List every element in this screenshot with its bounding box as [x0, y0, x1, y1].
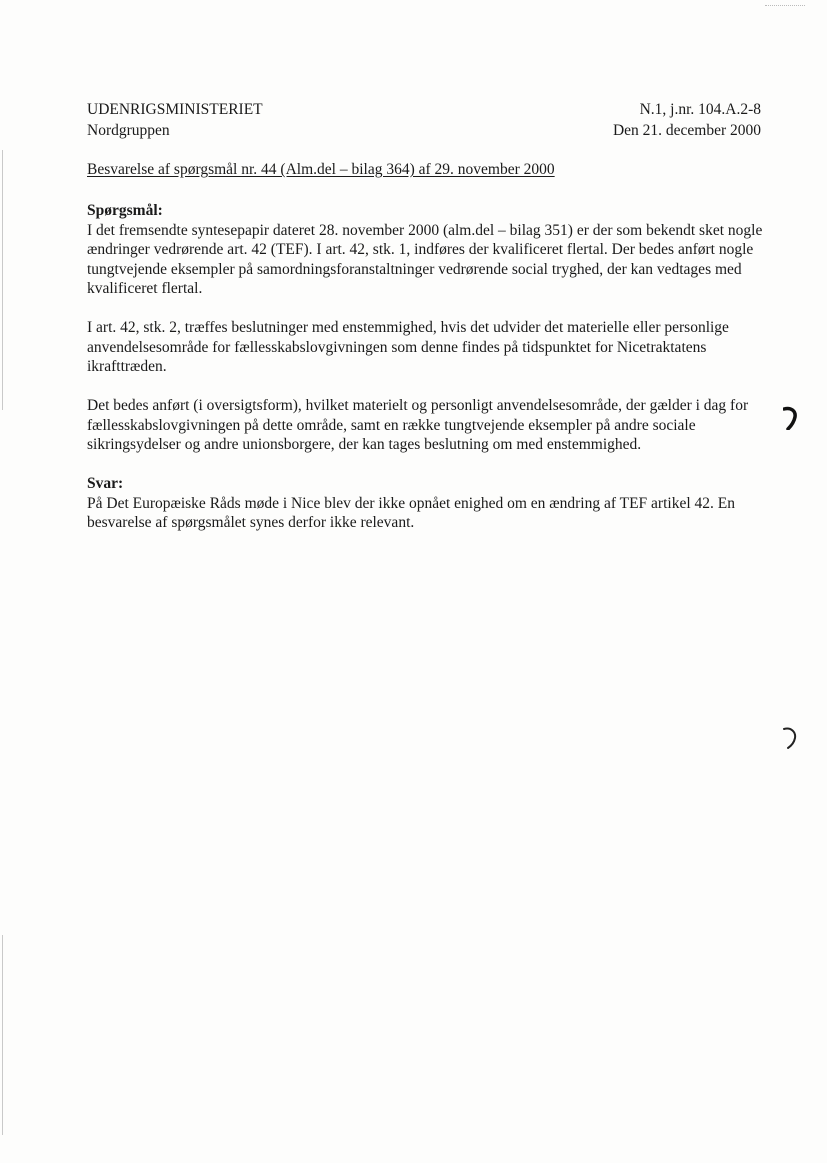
letter-body — [87, 201, 763, 552]
answer-heading: Svar: — [87, 475, 124, 492]
scan-edge-line-top — [2, 150, 3, 410]
punch-hole-mark-lower-icon — [783, 726, 793, 744]
sender-block — [87, 99, 263, 141]
scan-edge-line-bottom — [2, 935, 3, 1135]
reference-block — [613, 99, 761, 141]
subject-line: Besvarelse af spørgsmål nr. 44 (Alm.del – bilag 364) af 29. november 2000 — [87, 161, 555, 178]
punch-hole-mark-upper-icon — [783, 406, 793, 424]
scan-top-mark — [765, 0, 805, 6]
department-name: Nordgruppen — [87, 122, 170, 139]
answer-paragraph: På Det Europæiske Råds møde i Nice blev der ikke opnået enighed om en ændring af TEF artikel 42. En besvarelse af spørgsmålet synes derfor ikke relevant. — [87, 494, 735, 531]
question-paragraph-2: I art. 42, stk. 2, træffes beslutninger med enstemmighed, hvis det udvider det materielle eller personlige anvendelsesområde for fællesskabslovgivningen som denne findes på tidspunktet for Nicetraktatens ikrafttræden. — [87, 319, 729, 375]
question-heading: Spørgsmål: — [87, 202, 163, 219]
ministry-name: UDENRIGSMINISTERIET — [87, 101, 263, 118]
journal-reference: N.1, j.nr. 104.A.2-8 — [639, 101, 761, 118]
letter-date: Den 21. december 2000 — [612, 122, 761, 139]
question-paragraph-3: Det bedes anført (i oversigtsform), hvilket materielt og personligt anvendelsesområde, der gælder i dag for fællesskabslovgivningen på dette område, samt en række tungtvejende eksempler på andre sociale sikringsydelser og andre unionsborgere, der kan tages beslutning om med enstemmighed. — [87, 397, 749, 453]
question-paragraph-1: I det fremsendte syntesepapir dateret 28. november 2000 (alm.del – bilag 351) er der som bekendt sket nogle ændringer vedrørende art. 42 (TEF). I art. 42, stk. 1, indføres der kvalificeret flertal. Der bedes anført nogle tungtvejende eksempler på samordningsforanstaltninger vedrørende social tryghed, der kan vedtages med kvalificeret flertal. — [87, 221, 763, 297]
